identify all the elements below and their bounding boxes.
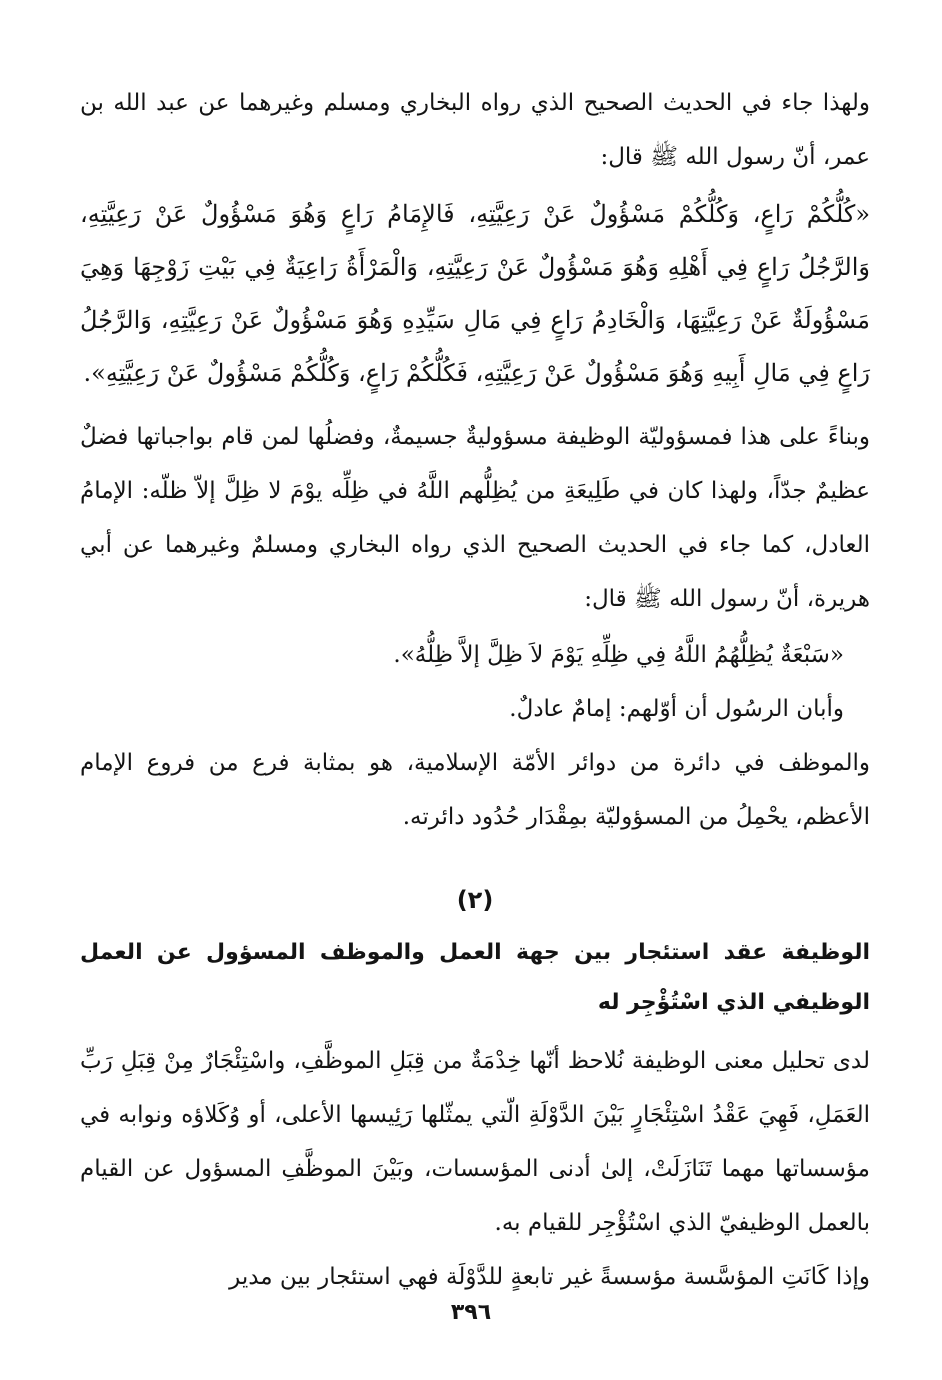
- contract-paragraph: لدى تحليل معنى الوظيفة نُلاحظ أنّها خِدْمَةٌ من قِبَلِ الموظَّفِ، واسْتِئْجَارٌ مِنْ قِبَلِ رَبِّ العَمَلِ، فَهِيَ عَقْدُ اسْتِئْجَارٍ بَيْنَ الدَّوْلَةِ الّتي يمثّلها رَئِيسها الأعلى، أو وُكَلاؤه ونوابه في مؤسساتها مهما تَنَازَلَتْ، إلىٰ أدنى المؤسسات، وبَيْنَ الموظَّفِ المسؤول عن القيام بالعمل الوظيفيّ الذي اسْتُؤْجِر للقيام به.: [80, 1048, 870, 1236]
- responsibility-paragraph: وبناءً على هذا فمسؤوليّة الوظيفة مسؤوليةٌ جسيمةٌ، وفضلُها لمن قام بواجباتها فضلٌ عظيمٌ جدّاً، ولهذا كان في طَلِيعَةِ من يُظِلُّهم اللَّهُ في ظِلِّه يوْمَ لا ظِلَّ إلاّ ظلّه: الإمامُ العادل، كما جاء في الحديث الصحيح الذي رواه البخاري ومسلمٌ وغيرهما عن أبي هريرة، أنّ رسول الله ﷺ قال:: [80, 424, 870, 612]
- page-number: ٣٩٦: [450, 1300, 492, 1325]
- section-heading: الوظيفة عقد استئجار بين جهة العمل والموظف المسؤول عن العمل الوظيفي الذي اسْتُؤْجِر له: [80, 940, 870, 1015]
- private-institution-paragraph: وإذا كَانَتِ المؤسَّسة مؤسسةً غير تابعةٍ للدَّوْلَة فهي استئجار بين مدير: [229, 1264, 870, 1290]
- intro-paragraph: ولهذا جاء في الحديث الصحيح الذي رواه البخاري ومسلم وغيرهما عن عبد الله بن عمر، أنّ رسول الله ﷺ قال:: [80, 90, 870, 170]
- hadith-quote-short: «سَبْعَةٌ يُظِلُّهُمُ اللَّهُ فِي ظِلِّهِ يَوْمَ لاَ ظِلَّ إلاَّ ظِلُّهُ».: [393, 642, 844, 668]
- section-number: (٢): [456, 886, 494, 914]
- just-imam-paragraph: وأبان الرسُول أن أوّلهم: إمامٌ عادلٌ.: [509, 696, 844, 722]
- hadith-quote-long: «كُلُّكُمْ رَاعٍ، وَكُلُّكُمْ مَسْؤُولٌ عَنْ رَعِيَّتِهِ، فَالإِمَامُ رَاعٍ وَهُوَ مَسْؤُولٌ عَنْ رَعِيَّتِهِ، وَالرَّجُلُ رَاعٍ فِي أَهْلِهِ وَهُوَ مَسْؤُولٌ عَنْ رَعِيَّتِهِ، وَالْمَرْأَةُ رَاعِيَةٌ فِي بَيْتِ زَوْجِهَا وَهِيَ مَسْؤُولَةٌ عَنْ رَعِيَّتِهَا، وَالْخَادِمُ رَاعٍ فِي مَالِ سَيِّدِهِ وَهُوَ مَسْؤُولٌ عَنْ رَعِيَّتِهِ، وَالرَّجُلُ رَاعٍ فِي مَالِ أَبِيهِ وَهُوَ مَسْؤُولٌ عَنْ رَعِيَّتِهِ، فَكُلُّكُمْ رَاعٍ، وَكُلُّكُمْ مَسْؤُولٌ عَنْ رَعِيَّتِهِ».: [80, 200, 870, 387]
- employee-paragraph: والموظف في دائرة من دوائر الأمّة الإسلامية، هو بمثابة فرع من فروع الإمام الأعظم، يحْمِلُ من المسؤوليّة بمِقْدَار حُدُود دائرته.: [80, 750, 870, 830]
- page-content: [80, 70, 870, 1320]
